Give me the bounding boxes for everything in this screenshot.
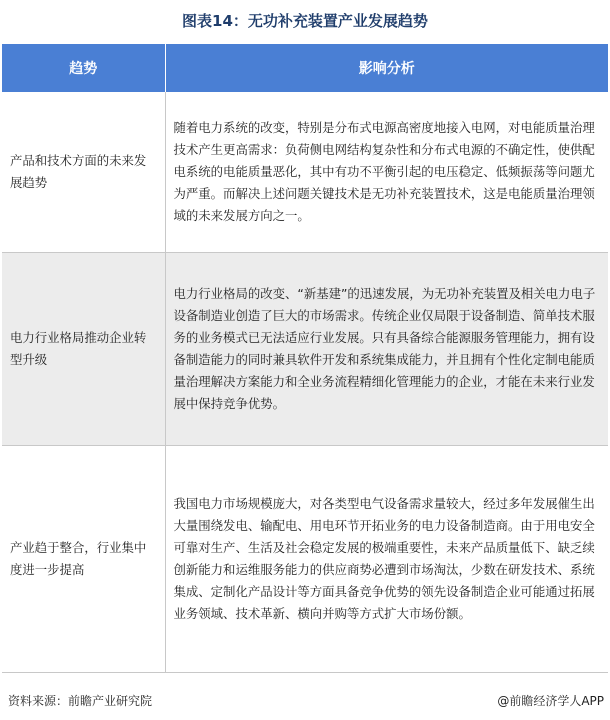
trend-cell: 产品和技术方面的未来发展趋势 xyxy=(2,92,165,253)
table-row xyxy=(2,92,608,253)
table-row xyxy=(2,253,608,446)
analysis-cell: 电力行业格局的改变、“新基建”的迅速发展，为无功补充装置及相关电力电子设备制造业创造了巨大的市场需求。传统企业仅局限于设备制造、简单技术服务的业务模式已无法适应行业发展。只有具备综合能源服务管理能力，拥有设备制造能力的同时兼具软件开发和系统集成能力，并且拥有个性化定制电能质量治理解决方案能力和全业务流程精细化管理能力的企业，才能在未来行业发展中保持竞争优势。 xyxy=(165,253,608,446)
table-row xyxy=(2,446,608,673)
figure-title: 图表14：无功补充装置产业发展趋势 xyxy=(182,12,428,30)
header-trend: 趋势 xyxy=(2,44,165,92)
trend-cell: 产业趋于整合，行业集中度进一步提高 xyxy=(2,446,165,673)
table-header-row xyxy=(2,44,608,92)
header-analysis: 影响分析 xyxy=(165,44,608,92)
trend-table xyxy=(2,44,608,673)
source-note: 资料来源：前瞻产业研究院 xyxy=(8,694,153,708)
footer xyxy=(0,690,610,712)
analysis-cell: 我国电力市场规模庞大，对各类型电气设备需求量较大，经过多年发展催生出大量围绕发电、输配电、用电环节开拓业务的电力设备制造商。由于用电安全可靠对生产、生活及社会稳定发展的极端重要性，未来产品质量低下、缺乏续创新能力和运维服务能力的供应商势必遭到市场淘汰，少数在研发技术、系统集成、定制化产品设计等方面具备竞争优势的领先设备制造企业可能通过拓展业务领域、技术革新、横向并购等方式扩大市场份额。 xyxy=(165,446,608,673)
trend-cell: 电力行业格局推动企业转型升级 xyxy=(2,253,165,446)
brand-credit: @前瞻经济学人APP xyxy=(497,694,604,708)
analysis-cell: 随着电力系统的改变，特别是分布式电源高密度地接入电网，对电能质量治理技术产生更高需求：负荷侧电网结构复杂性和分布式电源的不确定性，使供配电系统的电能质量恶化，其中有功不平衡引起的电压稳定、低频振荡等问题尤为严重。而解决上述问题关键技术是无功补充装置技术，这是电能质量治理领域的未来发展方向之一。 xyxy=(165,92,608,253)
